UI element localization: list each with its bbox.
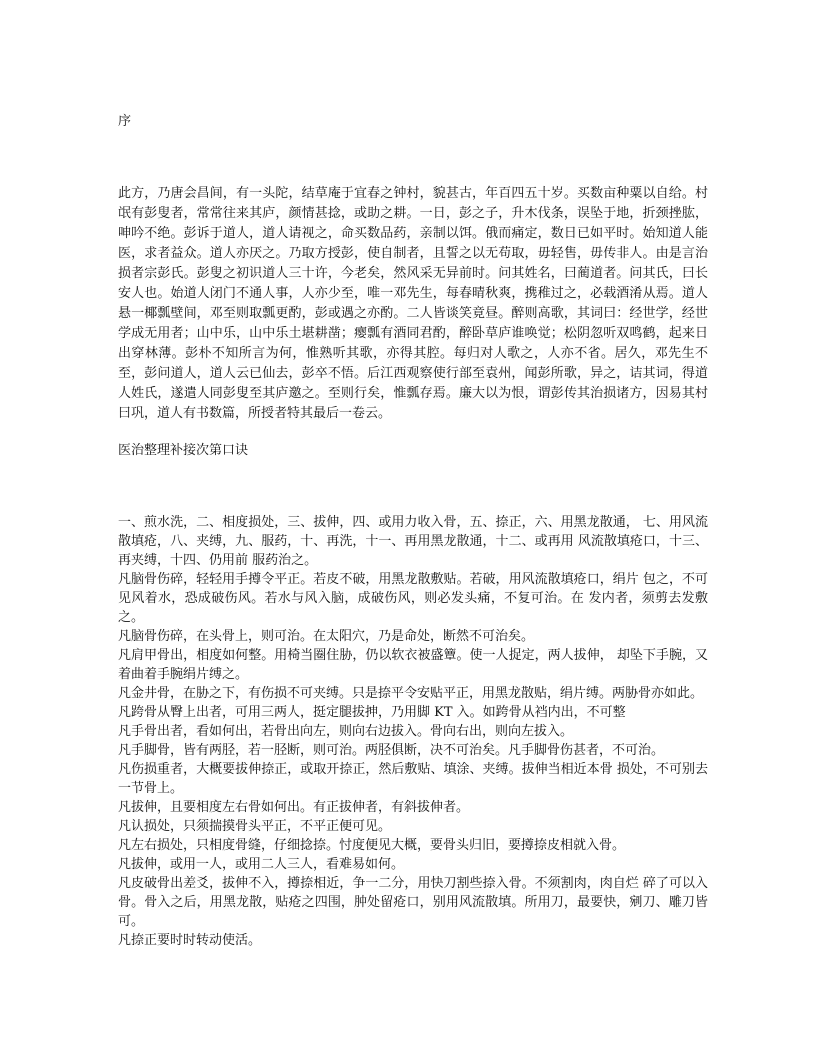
rule-item: 凡肩甲骨出，相度如何整。用椅当圈住胁，仍以软衣被盛簟。使一人捉定，两人拔伸， 却坠下手腕，又着曲着手腕绢片缚之。 [118, 648, 708, 682]
rule-item: 凡金井骨，在胁之下，有伤损不可夹缚。只是捺平令安贴平正，用黑龙散贴，绢片缚。两胁骨亦如此。 [118, 686, 704, 701]
rules-list [118, 513, 708, 950]
rule-item: 凡脑骨伤碎，轻轻用手撙令平正。若皮不破，用黑龙散敷贴。若破，用风流散填疮口，绢片 包之，不可见风着水，恐成破伤风。若水与风入脑，成破伤风，则必发头痛，不复可治。在 发内者，须剪去发敷之。 [118, 572, 708, 625]
rule-item: 凡伤损重者，大概要拔伸捺正，或取开捺正，然后敷贴、填涂、夹缚。拔伸当相近本骨 损处，不可别去一节骨上。 [118, 762, 708, 796]
rule-item: 凡认损处，只须揣摸骨头平正，不平正便可见。 [118, 819, 392, 834]
preface-heading: 序 [118, 114, 132, 129]
rule-item: 凡拔伸，且要相度左右骨如何出。有正拔伸者，有斜拔伸者。 [118, 800, 470, 815]
rule-item: 凡手脚骨，皆有两胫，若一胫断，则可治。两胫俱断，决不可治矣。凡手脚骨伤甚者，不可治。 [118, 743, 665, 758]
rule-item: 凡手骨出者，看如何出，若骨出向左，则向右边拔入。骨向右出，则向左拔入。 [118, 724, 574, 739]
rule-item: 凡左右损处，只相度骨缝，仔细捻捺。忖度便见大概，要骨头归旧，要撙捺皮相就入骨。 [118, 838, 626, 853]
rule-item: 凡跨骨从臀上出者，可用三两人，挺定腿拔抻，乃用脚 KT 入。如跨骨从裆内出，不可整 [118, 705, 626, 720]
rule-item: 一、煎水洗，二、相度损处，三、拔伸，四、或用力收入骨，五、捺正，六、用黑龙散通， 七、用风流散填疮，八、夹缚，九、服药，十、再洗，十一、再用黑龙散通，十二、或再用 风流散填疮口，十三、再夹缚，十四、仍用前 服药治之。 [118, 515, 708, 568]
rule-item: 凡拔伸，或用一人，或用二人三人，看难易如何。 [118, 857, 405, 872]
preface-body: 此方，乃唐会昌间，有一头陀，结草庵于宜春之钟村，貌甚古，年百四五十岁。买数亩种粟以自给。村氓有彭叟者，常常往来其庐，颜情甚捻，或助之耕。一日，彭之子，升木伐条，误坠于地，折颈挫肱，呻吟不绝。彭诉于道人，道人请视之，命买数品药，亲制以饵。俄而痛定，数日已如平时。始知道人能医，求者益众。道人亦厌之。乃取方授彭，使自制者，且誓之以无苟取，毋轻售，毋传非人。由是言治损者宗彭氏。彭叟之初识道人三十许，今老矣，然风采无异前时。问其姓名，曰蔺道者。问其氏，曰长安人也。始道人闭门不通人事，人亦少至，唯一邓先生，每春晴秋爽，携稚过之，必载酒淆从焉。道人悬一椰瓢壁间，邓至则取瓢更酌，彭或遇之亦酌。二人皆谈笑竟昼。醉则高歌，其词曰：经世学，经世学成无用者；山中乐，山中乐土堪耕凿；瘿瓢有酒同君酌，醉卧草庐谁唤觉；松阴忽听双鸣鹤，起来日出穿林薄。彭朴不知所言为何，惟熟听其歌，亦得其腔。每归对人歌之，人亦不省。居久，邓先生不至，彭问道人，道人云已仙去，彭卒不悟。后江西观察使行部至袁州，闻彭所歌，异之，诘其词，得道人姓氏，遂遣人同彭叟至其庐邀之。至则行矣，惟瓢存焉。廉大以为恨，谓彭传其治损诸方，因易其村曰巩，道人有书数篇，所授者特其最后一卷云。 [118, 186, 708, 421]
rule-item: 凡皮破骨出差爻，拔伸不入，撙捺相近，争一二分，用快刀割些捺入骨。不须割肉，肉自烂 碎了可以入骨。骨入之后，用黑龙散，贴疮之四围，肿处留疮口，别用风流散填。所用刀，最要快，剜刀、雕刀皆可。 [118, 876, 708, 929]
rule-item: 凡脑骨伤碎，在头骨上，则可治。在太阳穴，乃是命处，断然不可治矣。 [118, 629, 535, 644]
rule-item: 凡捺正要时时转动使活。 [118, 933, 262, 948]
section-heading: 医治整理补接次第口诀 [118, 443, 249, 458]
